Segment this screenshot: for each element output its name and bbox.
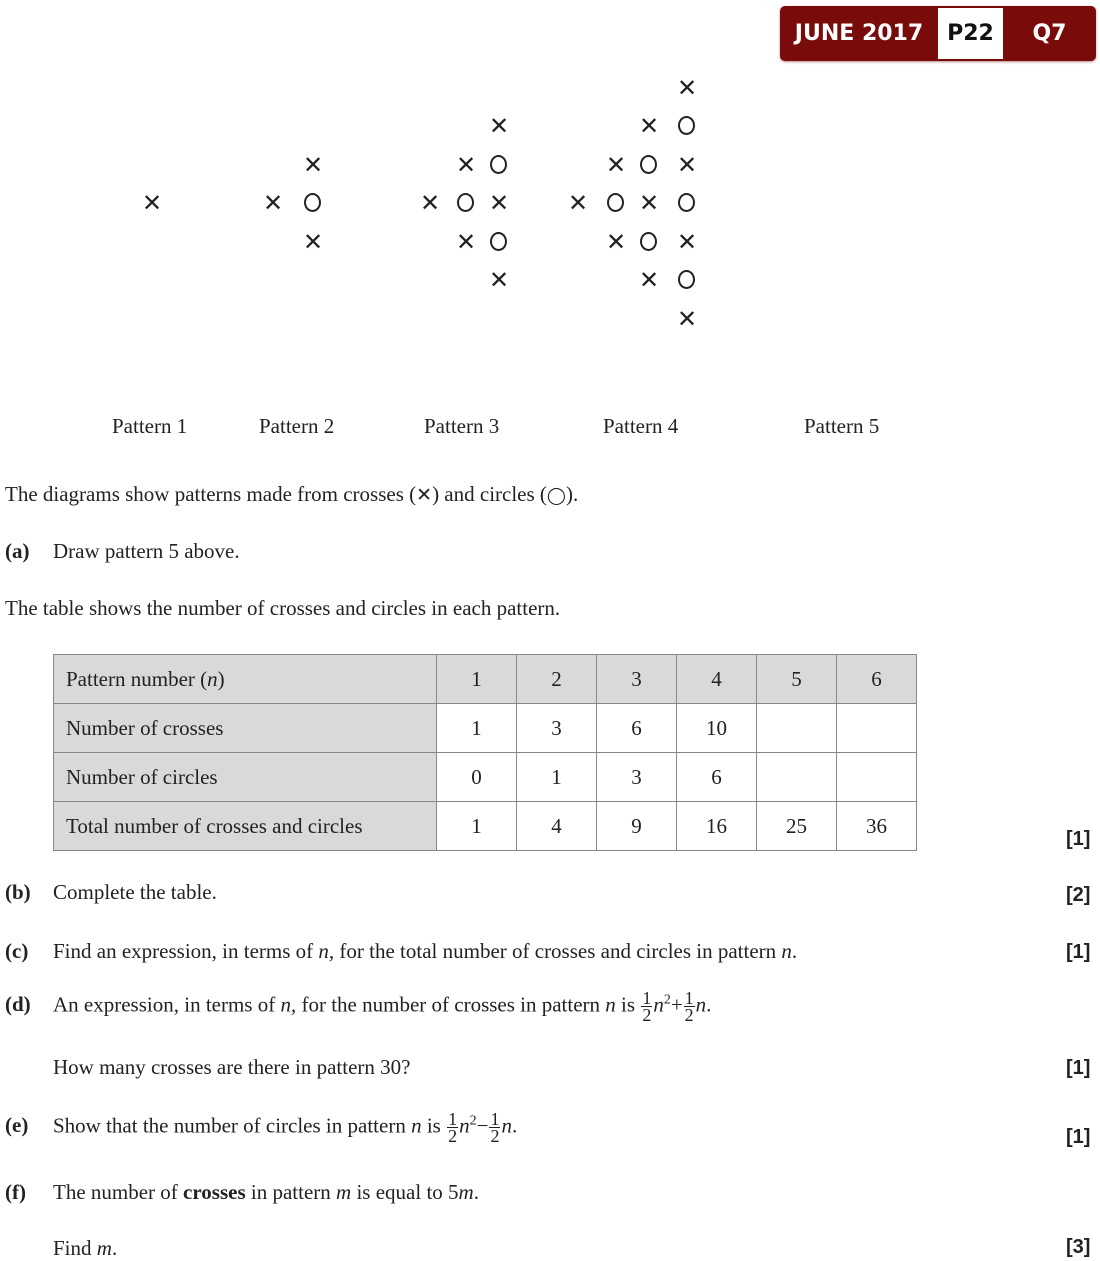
row-header: Pattern number (n)	[54, 655, 437, 704]
fraction-half: $\frac{1}{2}$	[684, 988, 694, 1025]
fraction-half: $\frac{1}{2}$	[490, 1109, 500, 1146]
table-row	[54, 704, 917, 753]
table-cell: 3	[597, 655, 677, 704]
table-intro: The table shows the number of crosses and circles in each pattern.	[5, 596, 561, 620]
circle-icon	[490, 232, 507, 251]
cross-icon	[566, 191, 590, 215]
empty-answer-cell[interactable]	[757, 704, 837, 753]
badge-paper: P22	[938, 8, 1003, 59]
exam-badge	[780, 6, 1096, 61]
intro-text: The diagrams show patterns made from crosses (✕) and circles (◯).	[5, 482, 579, 506]
table-cell: 5	[757, 655, 837, 704]
cross-icon	[675, 230, 699, 254]
cross-icon	[487, 268, 511, 292]
row-header: Total number of crosses and circles	[54, 802, 437, 851]
part-e: (e) Show that the number of circles in pattern n is $\frac{1}{2}$ $n^2-$ $\frac{1}{2}$ n.	[5, 1109, 518, 1146]
cross-symbol-icon: ✕	[416, 484, 433, 506]
circle-icon	[490, 155, 507, 174]
table-cell: 1	[437, 704, 517, 753]
circle-icon	[678, 116, 695, 135]
table-row	[54, 802, 917, 851]
pattern-label-2: Pattern 2	[259, 414, 335, 438]
part-d: (d) An expression, in terms of n, for the number of crosses in pattern n is $\frac{1}{2}$ $n^2+$ $\frac{1}{2}$ n.	[5, 988, 712, 1025]
cross-icon	[418, 191, 442, 215]
cross-icon	[604, 153, 628, 177]
part-d-question: How many crosses are there in pattern 30?	[53, 1055, 411, 1079]
table-cell: 1	[437, 655, 517, 704]
table-cell: 1	[517, 753, 597, 802]
table-row	[54, 753, 917, 802]
cross-icon	[637, 268, 661, 292]
part-a: (a) Draw pattern 5 above.	[5, 539, 240, 563]
cross-icon	[675, 307, 699, 331]
row-header: Number of crosses	[54, 704, 437, 753]
mark-a: [1]	[1066, 828, 1091, 850]
table-cell: 3	[597, 753, 677, 802]
table-cell: 25	[757, 802, 837, 851]
cross-icon	[301, 230, 325, 254]
badge-session: JUNE 2017	[794, 21, 924, 46]
empty-answer-cell[interactable]	[837, 704, 917, 753]
pattern-label-4: Pattern 4	[603, 414, 679, 438]
circle-symbol-icon: ◯	[546, 486, 566, 506]
part-b: (b) Complete the table.	[5, 880, 217, 904]
circle-icon	[640, 232, 657, 251]
cross-icon	[454, 230, 478, 254]
empty-answer-cell[interactable]	[757, 753, 837, 802]
pattern-label-3: Pattern 3	[424, 414, 500, 438]
mark-f: [3]	[1066, 1236, 1091, 1258]
cross-icon	[675, 153, 699, 177]
pattern-label-1: Pattern 1	[112, 414, 188, 438]
table-cell: 36	[837, 802, 917, 851]
cross-icon	[487, 191, 511, 215]
part-f-question: Find m.	[53, 1236, 118, 1260]
cross-icon	[637, 114, 661, 138]
table-cell: 0	[437, 753, 517, 802]
cross-icon	[261, 191, 285, 215]
circle-icon	[304, 193, 321, 212]
fraction-half: $\frac{1}{2}$	[642, 988, 652, 1025]
cross-icon	[637, 191, 661, 215]
table-cell: 6	[837, 655, 917, 704]
pattern-label-5: Pattern 5	[804, 414, 880, 438]
mark-c: [1]	[1066, 941, 1091, 963]
circle-icon	[457, 193, 474, 212]
table-cell: 4	[517, 802, 597, 851]
cross-icon	[454, 153, 478, 177]
table-cell: 1	[437, 802, 517, 851]
table-row	[54, 655, 917, 704]
table-cell: 4	[677, 655, 757, 704]
table-cell: 6	[597, 704, 677, 753]
circle-icon	[678, 270, 695, 289]
pattern-table	[53, 654, 917, 851]
table-cell: 6	[677, 753, 757, 802]
table-cell: 10	[677, 704, 757, 753]
mark-e: [1]	[1066, 1126, 1091, 1148]
table-cell: 2	[517, 655, 597, 704]
mark-b: [2]	[1066, 884, 1091, 906]
circle-icon	[678, 193, 695, 212]
mark-d: [1]	[1066, 1057, 1091, 1079]
cross-icon	[675, 76, 699, 100]
cross-icon	[604, 230, 628, 254]
fraction-half: $\frac{1}{2}$	[448, 1109, 458, 1146]
table-cell: 9	[597, 802, 677, 851]
cross-icon	[301, 153, 325, 177]
table-cell: 3	[517, 704, 597, 753]
row-header: Number of circles	[54, 753, 437, 802]
badge-question: Q7	[1032, 21, 1067, 46]
empty-answer-cell[interactable]	[837, 753, 917, 802]
circle-icon	[607, 193, 624, 212]
part-f: (f) The number of crosses in pattern m is equal to 5m.	[5, 1180, 479, 1204]
table-cell: 16	[677, 802, 757, 851]
part-c: (c) Find an expression, in terms of n, for the total number of crosses and circles in pattern n.	[5, 939, 798, 963]
cross-icon	[487, 114, 511, 138]
circle-icon	[640, 155, 657, 174]
cross-icon	[140, 191, 164, 215]
